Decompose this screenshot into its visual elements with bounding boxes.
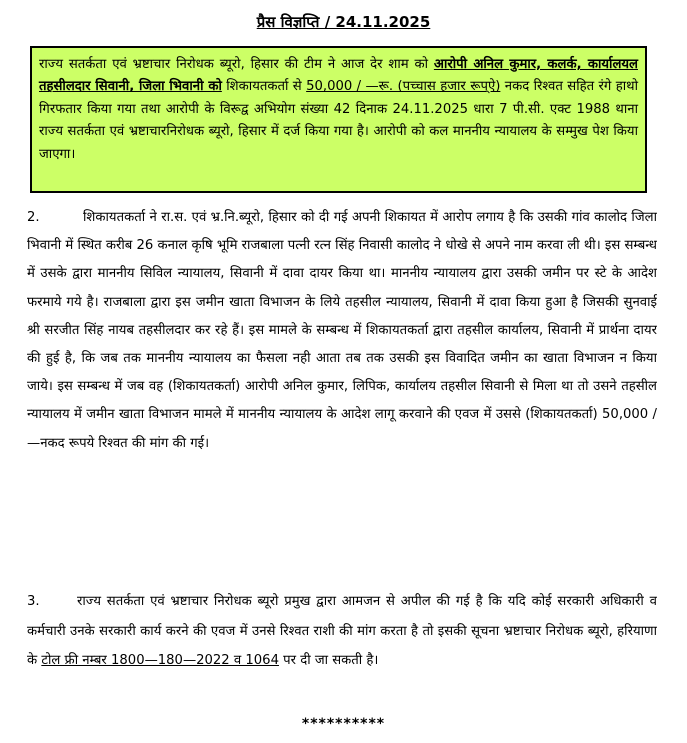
- paragraph-3-text: राज्य सतर्कता एवं भ्रष्टाचार निरोधक ब्यूरो प्रमुख द्वारा आमजन से अपील की गई है कि यदि कोई सरकारी अधिकारी व कर्मचारी उनके सरकारी कार्य करने की एवज में उनसे रिश्वत राशी की मांग करता है तो इसकी सूचना भ्रष्टाचार निरोधक ब्यूरो, हरियाणा के: [27, 594, 657, 668]
- paragraph-2-text: शिकायतकर्ता ने रा.स. एवं भ्र.नि.ब्यूरो, हिसार को दी गई अपनी शिकायत में आरोप लगाय है कि उसकी गांव कालोद जिला भिवानी में स्थित करीब 26 कनाल कृषि भूमि राजबाला पत्नी रत्न सिंह निवासी कालोद ने धोखे से अपने नाम करवा ली थी। इस सम्बन्ध में उसके द्वारा माननीय सिविल न्यायालय, सिवानी में दावा दायर किया था। माननीय न्यायालय द्वारा उसकी जमीन पर स्टे के आदेश फरमाये गये है। राजबाला द्वारा इस जमीन खाता विभाजन के लिये तहसील न्यायालय, सिवानी में दावा किया हुआ है जिसकी सुनवाई श्री सरजीत सिंह नायब तहसीलदार कर रहे हैं। इस मामले के सम्बन्ध में शिकायतकर्ता द्वारा तहसील कार्यालय, सिवानी में प्रार्थना दायर की हुई है, कि जब तक माननीय न्यायालय का फैसला नही आता तब तक उसकी इस विवादित जमीन का खाता विभाजन न किया जाये। इस सम्बन्ध में जब वह (शिकायतकर्ता) आरोपी अनिल कुमार, लिपिक, कार्यालय तहसील सिवानी से मिला था तो उसने तहसील न्यायालय में जमीन खाता विभाजन मामले में माननीय न्यायालय के आदेश लागू करवाने की एवज में उससे (शिकायतकर्ता) 50,000 / —नकद रूपये रिश्वत की मांग की गई।: [27, 210, 657, 451]
- page-title: प्रैस विज्ञप्ति / 24.11.2025: [256, 13, 431, 31]
- accused-name: आरोपी अनिल कुमार, कलर्क, कार्यालयल तहसीलदार सिवानी, जिला भिवानी को: [39, 57, 638, 95]
- toll-free-number: टोल फ्री नम्बर 1800—180—2022 व 1064: [41, 653, 279, 668]
- summary-text-2: शिकायतकर्ता से: [221, 79, 307, 95]
- paragraph-3: [27, 587, 657, 707]
- paragraph-2: [27, 204, 657, 574]
- bribe-amount: 50,000 / —रू. (पच्चास हजार रूप्ऐ): [306, 79, 501, 95]
- summary-text-1: राज्य सतर्कता एवं भ्रष्टाचार निरोधक ब्यूरो, हिसार की टीम ने आज देर शाम को: [39, 57, 434, 72]
- paragraph-3-number: 3.: [27, 594, 40, 609]
- end-marker: **********: [301, 716, 386, 732]
- paragraph-3-text-end: पर दी जा सकती है।: [278, 653, 379, 668]
- summary-highlight-box: [30, 46, 647, 193]
- summary-text-3: नकद रिश्वत सहित रंगे हाथो गिरफतार किया गया तथा आरोपी के विरूद्व अभियोग संख्या 42 दिनाक 24.11.2025 धारा 7 पी.सी. एक्ट 1988 थाना राज्य सतर्कता एवं भ्रष्टाचारनिरोधक ब्यूरो, हिसार में दर्ज किया गया है। आरोपी को कल माननीय न्यायालय के सम्मुख पेश किया जाएगा।: [39, 79, 638, 162]
- paragraph-2-number: 2.: [27, 210, 40, 225]
